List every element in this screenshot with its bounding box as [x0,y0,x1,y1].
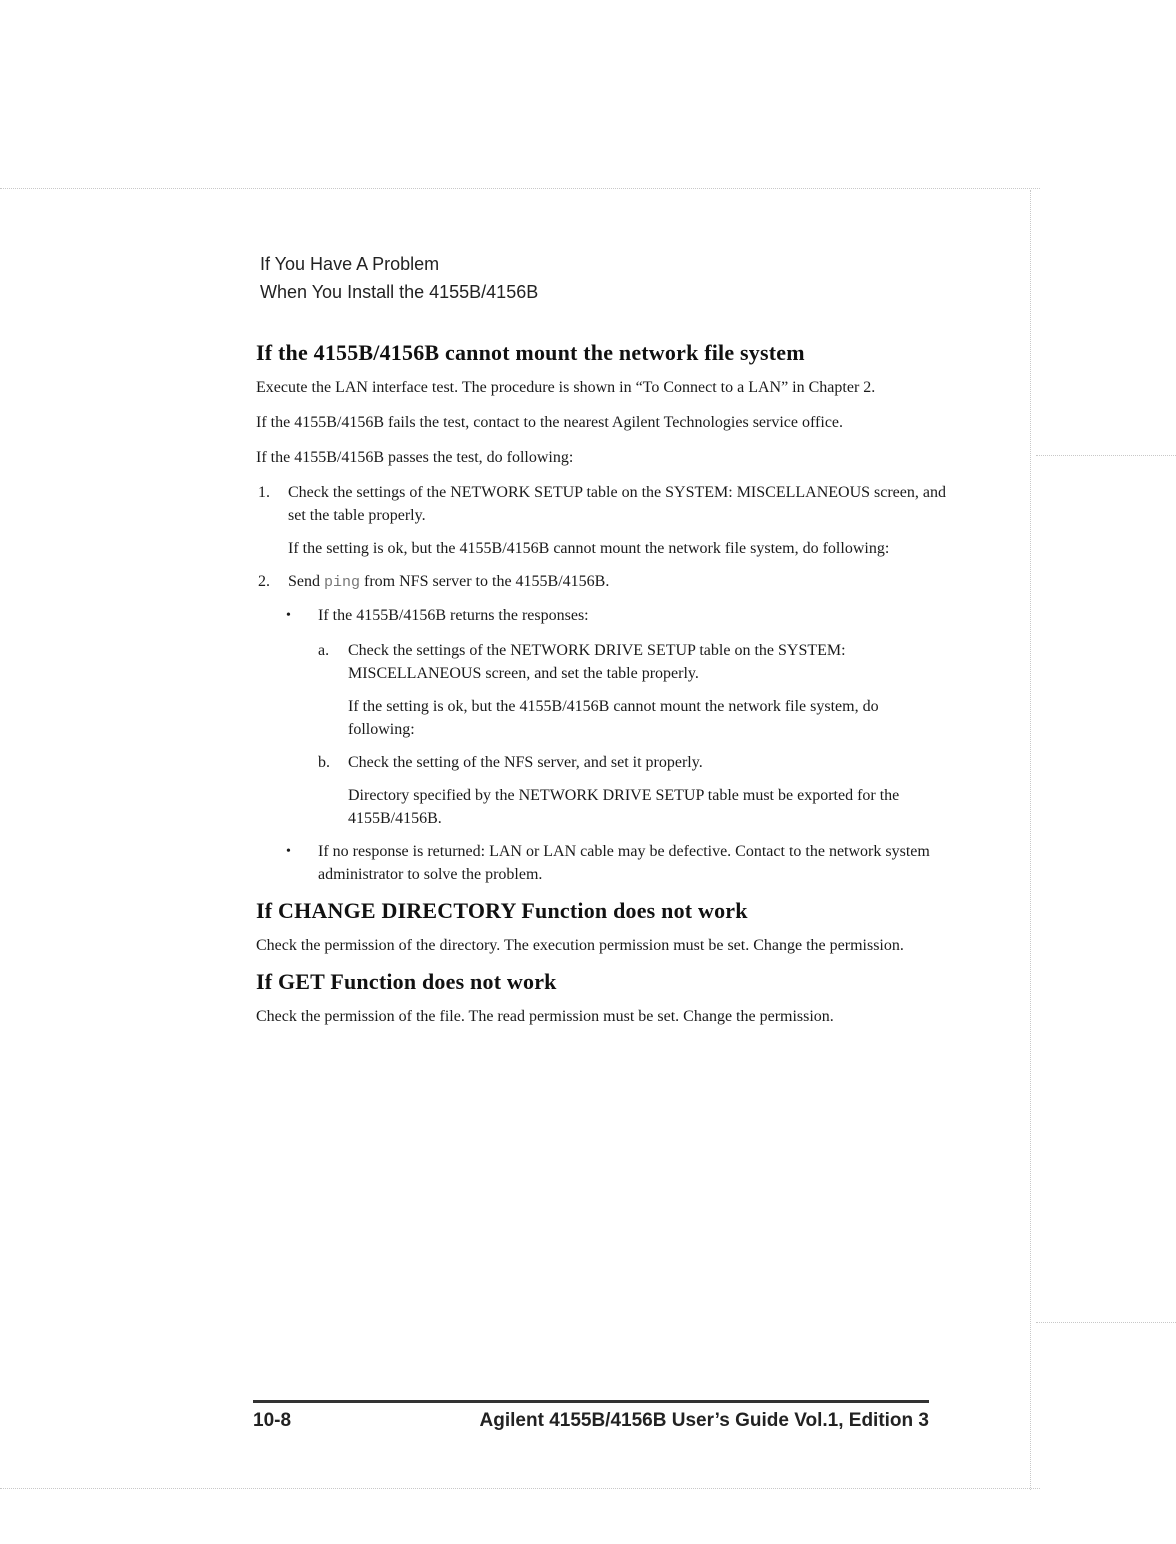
step-2-number: 2. [258,573,270,590]
header-chapter: If You Have A Problem [260,254,440,274]
para-fail: If the 4155B/4156B fails the test, contact to the nearest Agilent Technologies service office. [256,414,844,431]
sub-step-a-mark: a. [318,642,330,659]
bullet-icon: • [286,608,291,623]
sub-step-b-text: Check the setting of the NFS server, and set it properly. [348,754,703,771]
para-pass: If the 4155B/4156B passes the test, do following: [256,449,574,466]
sub-step-a [256,639,946,741]
ping-command: ping [324,574,361,591]
section-change-directory [256,898,946,957]
heading-mount-problem: If the 4155B/4156B cannot mount the network file system [256,340,805,365]
step-1-number: 1. [258,484,270,501]
scan-mark-right-2 [1036,1322,1176,1323]
sub-step-a-note: If the setting is ok, but the 4155B/4156B cannot mount the network file system, do following: [348,698,879,738]
scan-mark-right-1 [1036,455,1176,456]
step-2-text-before: Send [288,573,324,590]
step-1 [256,481,946,560]
bullet-responses-text: If the 4155B/4156B returns the responses: [318,607,589,624]
step-2 [256,570,946,594]
header-section: When You Install the 4155B/4156B [260,282,539,302]
para-lan-test: Execute the LAN interface test. The procedure is shown in “To Connect to a LAN” in Chapter 2. [256,379,876,396]
bullet-no-response-text: If no response is returned: LAN or LAN cable may be defective. Contact to the network system administrator to solve the problem. [318,843,930,883]
heading-change-directory: If CHANGE DIRECTORY Function does not work [256,898,748,923]
step-2-text [288,570,946,594]
book-title: Agilent 4155B/4156B User’s Guide Vol.1, Edition 3 [479,1410,929,1431]
scan-edge-right [1030,190,1031,1490]
scan-edge-bottom [0,1488,1040,1489]
step-1-note: If the setting is ok, but the 4155B/4156B cannot mount the network file system, do following: [288,540,890,557]
step-2-text-after: from NFS server to the 4155B/4156B. [360,573,610,590]
page-content [256,340,946,1040]
sub-step-b-note: Directory specified by the NETWORK DRIVE SETUP table must be exported for the 4155B/4156B. [348,787,900,827]
heading-get-function: If GET Function does not work [256,969,557,994]
sub-step-b [256,751,946,830]
bullet-responses [256,604,946,627]
section-get-function [256,969,946,1028]
footer-rule [253,1400,929,1403]
step-1-text: Check the settings of the NETWORK SETUP table on the SYSTEM: MISCELLANEOUS screen, and set the table properly. [288,484,946,524]
running-header [260,250,538,306]
sub-step-a-text: Check the settings of the NETWORK DRIVE SETUP table on the SYSTEM: MISCELLANEOUS screen, and set the table properly. [348,642,846,682]
para-get-function: Check the permission of the file. The read permission must be set. Change the permission. [256,1008,834,1025]
bullet-icon: • [286,844,291,859]
page-number: 10-8 [253,1410,292,1431]
para-change-directory: Check the permission of the directory. The execution permission must be set. Change the permission. [256,937,904,954]
scan-edge-top [0,188,1040,189]
bullet-no-response [256,840,946,886]
sub-step-b-mark: b. [318,754,330,771]
